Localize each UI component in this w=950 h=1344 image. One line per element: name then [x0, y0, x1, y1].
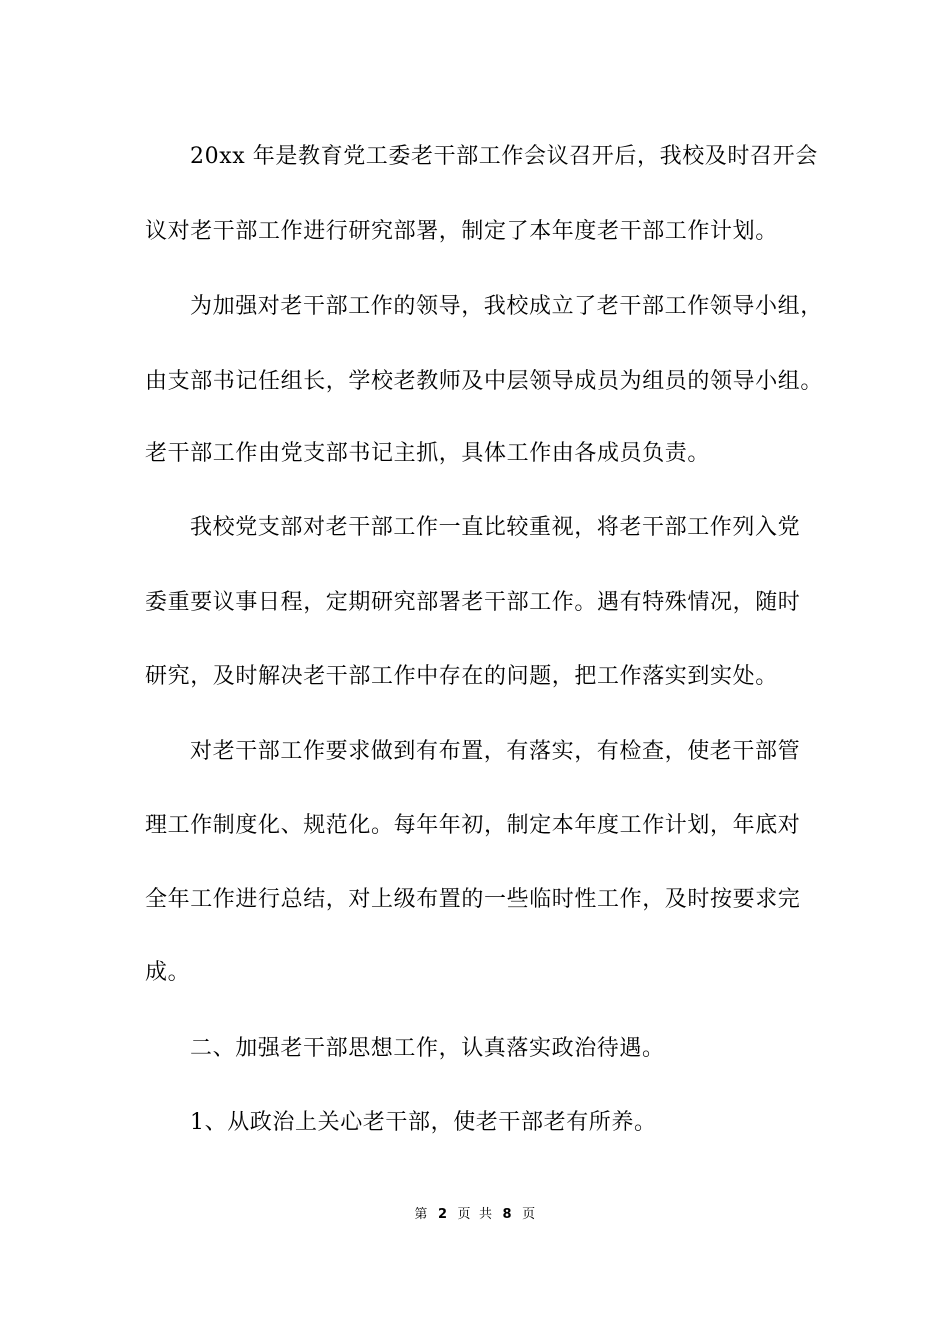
paragraph-line: 20xx 年是教育党工委老干部工作会议召开后，我校及时召开会	[190, 144, 818, 169]
current-page-number: 2	[437, 1207, 448, 1222]
page-footer	[0, 1206, 950, 1224]
paragraph-line: 为加强对老干部工作的领导，我校成立了老干部工作领导小组，	[190, 294, 823, 319]
paragraph-line: 老干部工作由党支部书记主抓，具体工作由各成员负责。	[145, 441, 711, 466]
paragraph-line: 议对老干部工作进行研究部署，制定了本年度老干部工作计划。	[145, 219, 778, 244]
footer-total-word: 共	[479, 1207, 493, 1222]
section-heading: 二、加强老干部思想工作，认真落实政治待遇。	[190, 1036, 665, 1061]
footer-page-word: 页	[457, 1207, 471, 1222]
paragraph-line: 理工作制度化、规范化。每年年初，制定本年度工作计划，年底对	[145, 813, 801, 838]
paragraph-line: 委重要议事日程，定期研究部署老干部工作。遇有特殊情况，随时	[145, 590, 801, 615]
paragraph-line: 全年工作进行总结，对上级布置的一些临时性工作，及时按要求完	[145, 887, 801, 912]
footer-prefix: 第	[414, 1207, 428, 1222]
paragraph-line: 我校党支部对老干部工作一直比较重视，将老干部工作列入党	[190, 515, 801, 540]
footer-suffix: 页	[522, 1207, 536, 1222]
subsection-heading: 1、从政治上关心老干部，使老干部老有所养。	[190, 1110, 657, 1135]
paragraph-line: 对老干部工作要求做到有布置，有落实，有检查，使老干部管	[190, 739, 801, 764]
paragraph-line: 成。	[145, 960, 191, 985]
total-page-number: 8	[502, 1207, 513, 1222]
paragraph-line: 研究，及时解决老干部工作中存在的问题，把工作落实到实处。	[145, 664, 778, 689]
paragraph-line: 由支部书记任组长，学校老教师及中层领导成员为组员的领导小组。	[145, 369, 824, 394]
